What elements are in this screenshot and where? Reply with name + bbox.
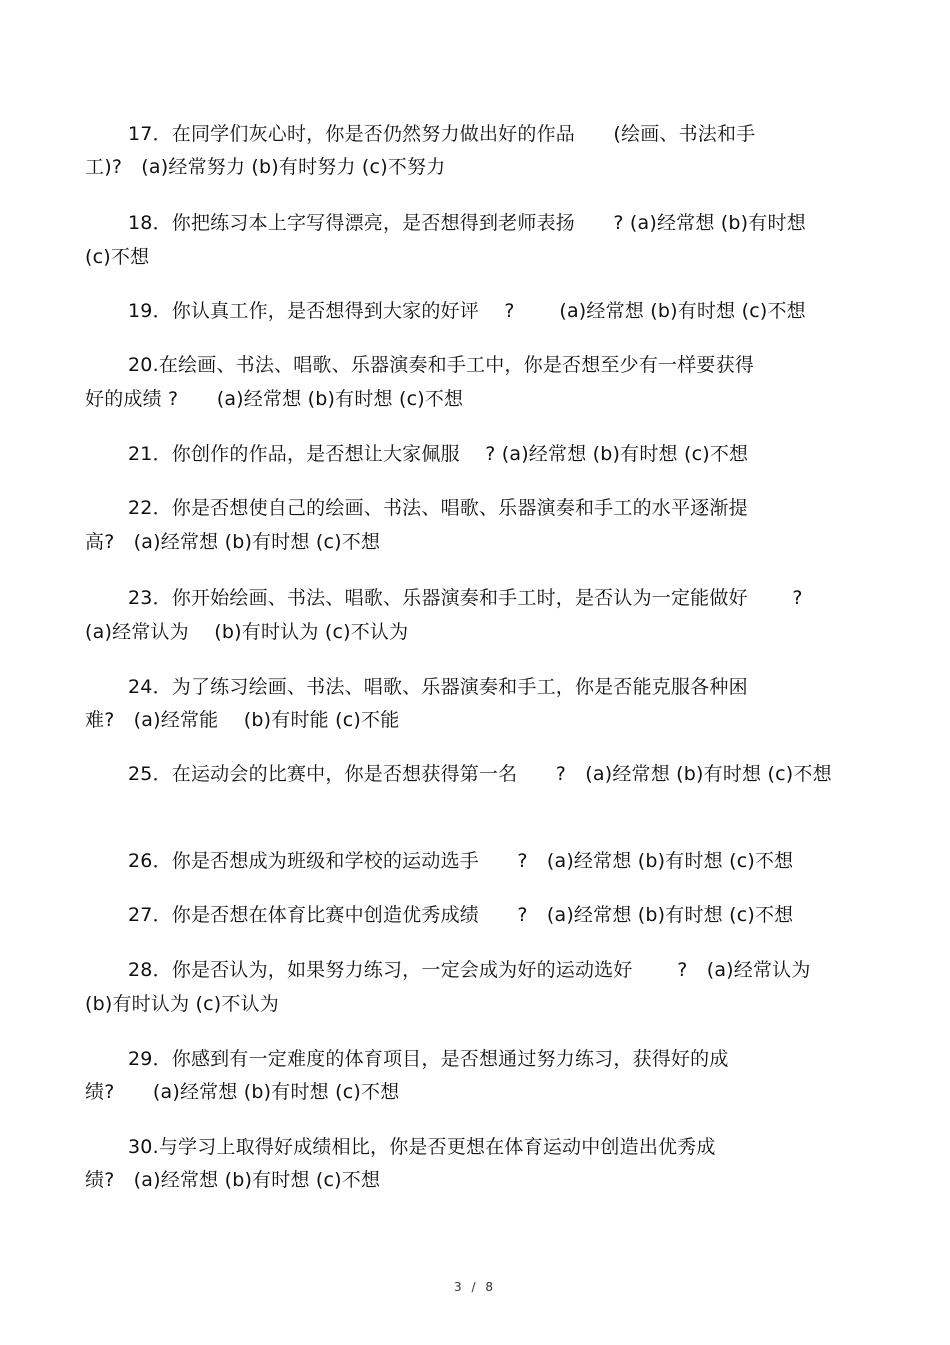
question-26-line-1: 26．你是否想成为班级和学校的运动选手 ? (a)经常想 (b)有时想 (c)不想 (128, 850, 794, 872)
question-21-line-1: 21．你创作的作品，是否想让大家佩服 ? (a)经常想 (b)有时想 (c)不想 (128, 443, 749, 465)
question-20-line-2: 好的成绩 ? (a)经常想 (b)有时想 (c)不想 (85, 388, 464, 410)
question-28-line-2: (b)有时认为 (c)不认为 (85, 993, 279, 1015)
page-number: 3 / 8 (454, 1280, 496, 1294)
question-30-line-1: 30.与学习上取得好成绩相比，你是否更想在体育运动中创造出优秀成 (128, 1136, 716, 1158)
question-24-line-1: 24．为了练习绘画、书法、唱歌、乐器演奏和手工，你是否能克服各种困 (128, 676, 748, 698)
question-22-line-1: 22．你是否想使自己的绘画、书法、唱歌、乐器演奏和手工的水平逐渐提 (128, 497, 748, 519)
question-17-line-2: 工)? (a)经常努力 (b)有时努力 (c)不努力 (85, 156, 446, 178)
question-28-line-1: 28．你是否认为，如果努力练习，一定会成为好的运动选好 ? (a)经常认为 (128, 959, 811, 981)
question-23-line-2: (a)经常认为 (b)有时认为 (c)不认为 (85, 621, 409, 643)
question-19-line-1: 19．你认真工作，是否想得到大家的好评 ? (a)经常想 (b)有时想 (c)不想 (128, 300, 806, 322)
question-29-line-2: 绩? (a)经常想 (b)有时想 (c)不想 (85, 1081, 400, 1103)
question-18-line-1: 18．你把练习本上字写得漂亮，是否想得到老师表扬 ? (a)经常想 (b)有时想 (128, 212, 806, 234)
question-17-line-1: 17．在同学们灰心时，你是否仍然努力做出好的作品 (绘画、书法和手 (128, 123, 756, 145)
question-24-line-2: 难? (a)经常能 (b)有时能 (c)不能 (85, 709, 400, 731)
question-22-line-2: 高? (a)经常想 (b)有时想 (c)不想 (85, 531, 381, 553)
question-27-line-1: 27．你是否想在体育比赛中创造优秀成绩 ? (a)经常想 (b)有时想 (c)不想 (128, 904, 794, 926)
question-20-line-1: 20.在绘画、书法、唱歌、乐器演奏和手工中，你是否想至少有一样要获得 (128, 354, 755, 376)
question-23-line-1: 23．你开始绘画、书法、唱歌、乐器演奏和手工时，是否认为一定能做好 ? (128, 587, 803, 609)
question-18-line-2: (c)不想 (85, 246, 150, 268)
question-25-line-1: 25．在运动会的比赛中，你是否想获得第一名 ? (a)经常想 (b)有时想 (c)不想 (128, 763, 832, 785)
question-29-line-1: 29．你感到有一定难度的体育项目，是否想通过努力练习，获得好的成 (128, 1048, 729, 1070)
question-30-line-2: 绩? (a)经常想 (b)有时想 (c)不想 (85, 1169, 381, 1191)
